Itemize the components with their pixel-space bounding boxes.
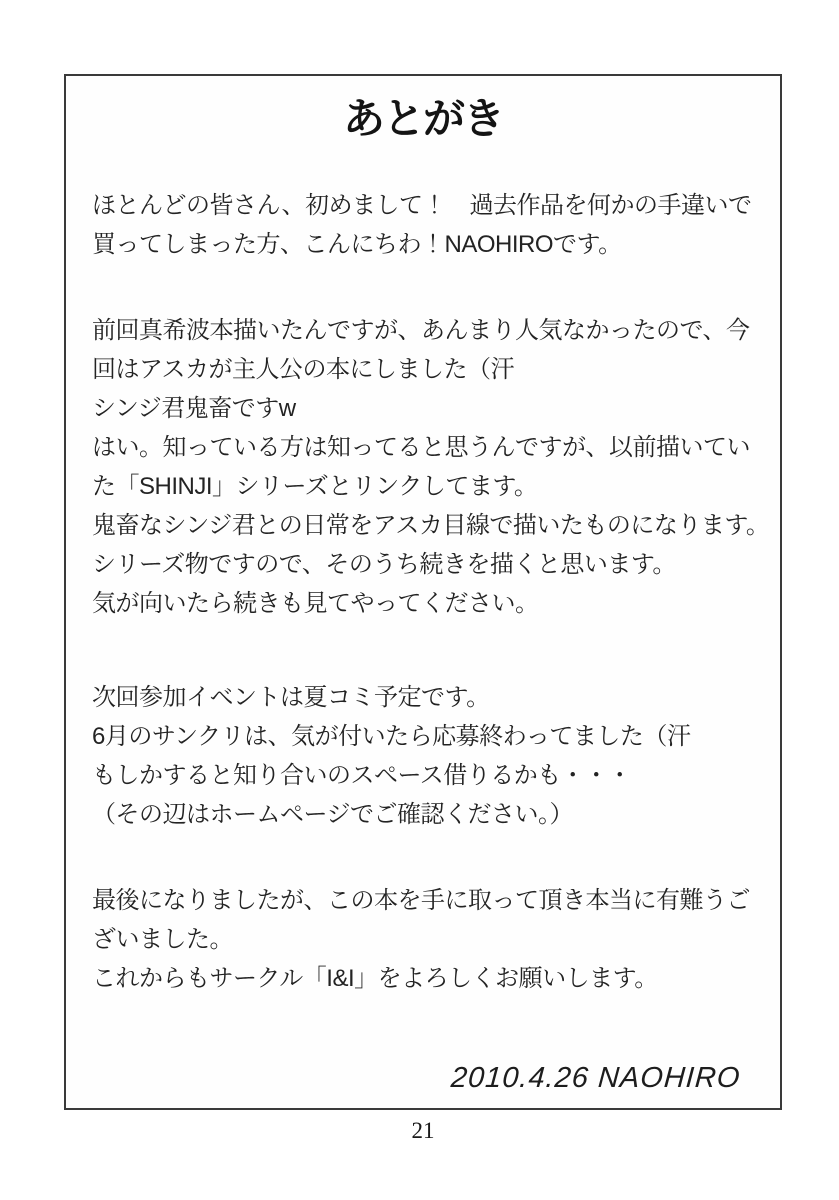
body-line: 前回真希波本描いたんですが、あんまり人気なかったので、今 <box>92 317 750 344</box>
body-line: 鬼畜なシンジ君との日常をアスカ目線で描いたものになります。 <box>92 512 770 539</box>
paragraph-thanks <box>92 881 758 998</box>
page-number: 21 <box>411 1118 435 1143</box>
body-line: ほとんどの皆さん、初めまして！ 過去作品を何かの手違いで <box>92 192 752 219</box>
afterword-body <box>66 186 780 1095</box>
body-line: これからもサークル「I&I」をよろしくお願いします。 <box>92 965 658 992</box>
body-line: 気が向いたら続きも見てやってください。 <box>92 590 539 617</box>
body-line: （その辺はホームページでご確認ください。） <box>92 801 574 828</box>
body-line: 回はアスカが主人公の本にしました（汗 <box>92 356 515 383</box>
author-signature: 2010.4.26 NAOHIRO <box>449 1062 742 1094</box>
body-line: シリーズ物ですので、そのうち続きを描くと思います。 <box>92 551 676 578</box>
body-line: はい。知っている方は知ってると思うんですが、以前描いてい <box>92 434 750 461</box>
body-line: ざいました。 <box>92 926 233 953</box>
body-line: 買ってしまった方、こんにちわ！NAOHIROです。 <box>92 231 622 258</box>
afterword-frame <box>64 74 782 1110</box>
body-line: シンジ君鬼畜ですw <box>92 395 296 422</box>
page-number-row <box>64 1118 782 1144</box>
paragraph-greeting <box>92 186 758 264</box>
body-line: もしかすると知り合いのスペース借りるかも・・・ <box>92 762 632 789</box>
body-line: た「SHINJI」シリーズとリンクしてます。 <box>92 473 538 500</box>
body-line: 6月のサンクリは、気が付いたら応募終わってました（汗 <box>92 723 691 750</box>
body-line: 次回参加イベントは夏コミ予定です。 <box>92 684 490 711</box>
paragraph-next-event <box>92 678 758 834</box>
paragraph-about-book <box>92 311 770 623</box>
page-title: あとがき <box>342 95 503 142</box>
signature-row <box>92 1062 758 1095</box>
body-line: 最後になりましたが、この本を手に取って頂き本当に有難うご <box>92 887 750 914</box>
